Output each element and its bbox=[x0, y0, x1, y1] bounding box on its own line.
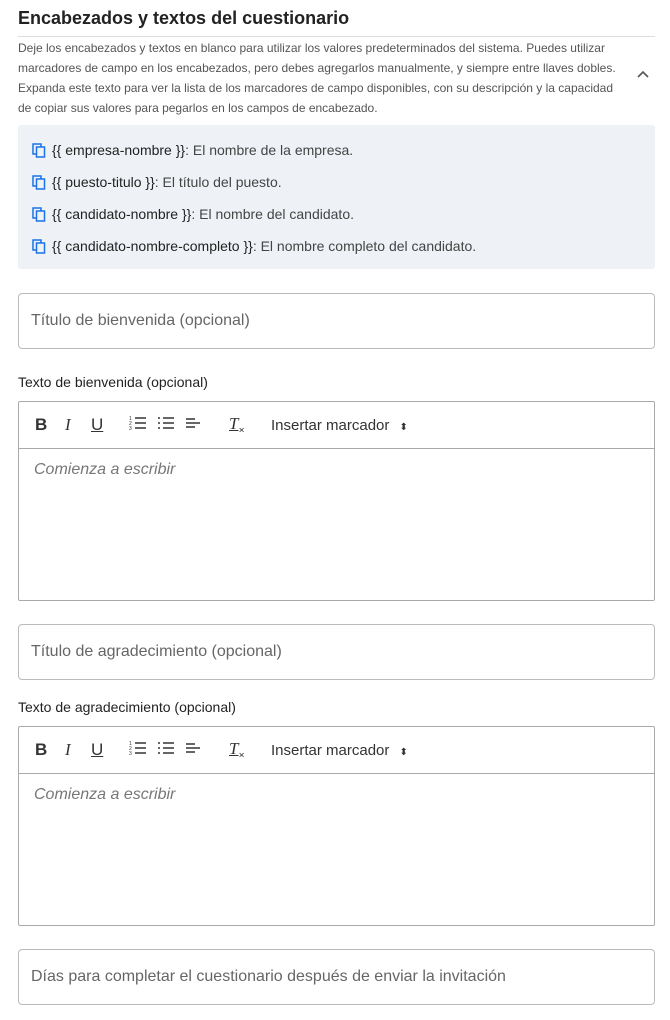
editor-content[interactable]: Comienza a escribir bbox=[34, 461, 176, 478]
placeholder-description: : El nombre de la empresa. bbox=[185, 142, 354, 158]
chevron-up-icon[interactable] bbox=[635, 66, 651, 82]
welcome-text-editor[interactable] bbox=[18, 401, 655, 601]
placeholder-list bbox=[18, 125, 655, 269]
placeholder-item bbox=[32, 198, 641, 230]
bold-button[interactable]: B bbox=[35, 415, 48, 434]
copy-icon[interactable] bbox=[32, 239, 46, 254]
copy-icon[interactable] bbox=[32, 175, 46, 190]
days-to-complete-input[interactable]: Días para completar el cuestionario después de enviar la invitación bbox=[18, 949, 655, 1005]
svg-text:3: 3 bbox=[129, 426, 132, 431]
bullet-list-icon[interactable] bbox=[157, 415, 185, 435]
svg-text:2: 2 bbox=[129, 746, 132, 752]
welcome-text-label: Texto de bienvenida (opcional) bbox=[18, 374, 208, 390]
placeholder-description: : El nombre completo del candidato. bbox=[252, 238, 477, 254]
placeholder-description: : El nombre del candidato. bbox=[191, 206, 354, 222]
clear-format-icon[interactable]: $T_\times$ bbox=[229, 413, 245, 437]
placeholder-token: {{ candidato-nombre-completo }} bbox=[52, 238, 253, 254]
align-left-icon[interactable] bbox=[185, 415, 229, 435]
thanks-text-editor[interactable] bbox=[18, 726, 655, 926]
placeholder-token: {{ candidato-nombre }} bbox=[52, 206, 192, 222]
copy-icon[interactable] bbox=[32, 143, 46, 158]
svg-text:1: 1 bbox=[129, 416, 132, 422]
sort-icon: ⬍ bbox=[399, 421, 408, 433]
italic-button[interactable]: I bbox=[65, 415, 71, 434]
placeholder-item bbox=[32, 166, 641, 198]
placeholder-item bbox=[32, 230, 641, 262]
placeholder-item bbox=[32, 134, 641, 166]
clear-format-icon[interactable]: $T_\times$ bbox=[229, 738, 245, 762]
placeholder-description: : El título del puesto. bbox=[154, 174, 282, 190]
editor-toolbar bbox=[19, 402, 654, 449]
svg-text:1: 1 bbox=[129, 741, 132, 747]
underline-button[interactable]: U bbox=[91, 415, 104, 434]
insert-placeholder-select[interactable]: Insertar marcador ⬍ bbox=[271, 416, 408, 434]
ordered-list-icon[interactable] bbox=[129, 415, 157, 435]
section-description[interactable]: Deje los encabezados y textos en blanco para utilizar los valores predeterminados del sistema. Puedes utilizar marcadores de campo en los encabezados, pero debes agregarlos manualmente, y siempre entre llaves dobles. Expanda este texto para ver la lista de los marcadores de campo disponibles, con su descripción y la capacidad de copiar sus valores para pegarlos en los campos de encabezado. bbox=[18, 41, 616, 115]
sort-icon: ⬍ bbox=[399, 746, 408, 758]
thanks-title-input[interactable]: Título de agradecimiento (opcional) bbox=[18, 624, 655, 680]
welcome-title-input[interactable]: Título de bienvenida (opcional) bbox=[18, 293, 655, 349]
editor-content[interactable]: Comienza a escribir bbox=[34, 786, 176, 803]
insert-placeholder-select[interactable]: Insertar marcador ⬍ bbox=[271, 741, 408, 759]
svg-text:3: 3 bbox=[129, 751, 132, 756]
divider bbox=[18, 36, 655, 37]
bullet-list-icon[interactable] bbox=[157, 740, 185, 760]
underline-button[interactable]: U bbox=[91, 740, 104, 759]
align-left-icon[interactable] bbox=[185, 740, 229, 760]
placeholder-token: {{ puesto-titulo }} bbox=[52, 174, 155, 190]
copy-icon[interactable] bbox=[32, 207, 46, 222]
editor-toolbar bbox=[19, 727, 654, 774]
section-title: Encabezados y textos del cuestionario bbox=[18, 8, 350, 28]
placeholder-token: {{ empresa-nombre }} bbox=[52, 142, 186, 158]
italic-button[interactable]: I bbox=[65, 740, 71, 759]
thanks-text-label: Texto de agradecimiento (opcional) bbox=[18, 699, 236, 715]
ordered-list-icon[interactable] bbox=[129, 740, 157, 760]
svg-text:2: 2 bbox=[129, 421, 132, 427]
bold-button[interactable]: B bbox=[35, 740, 48, 759]
